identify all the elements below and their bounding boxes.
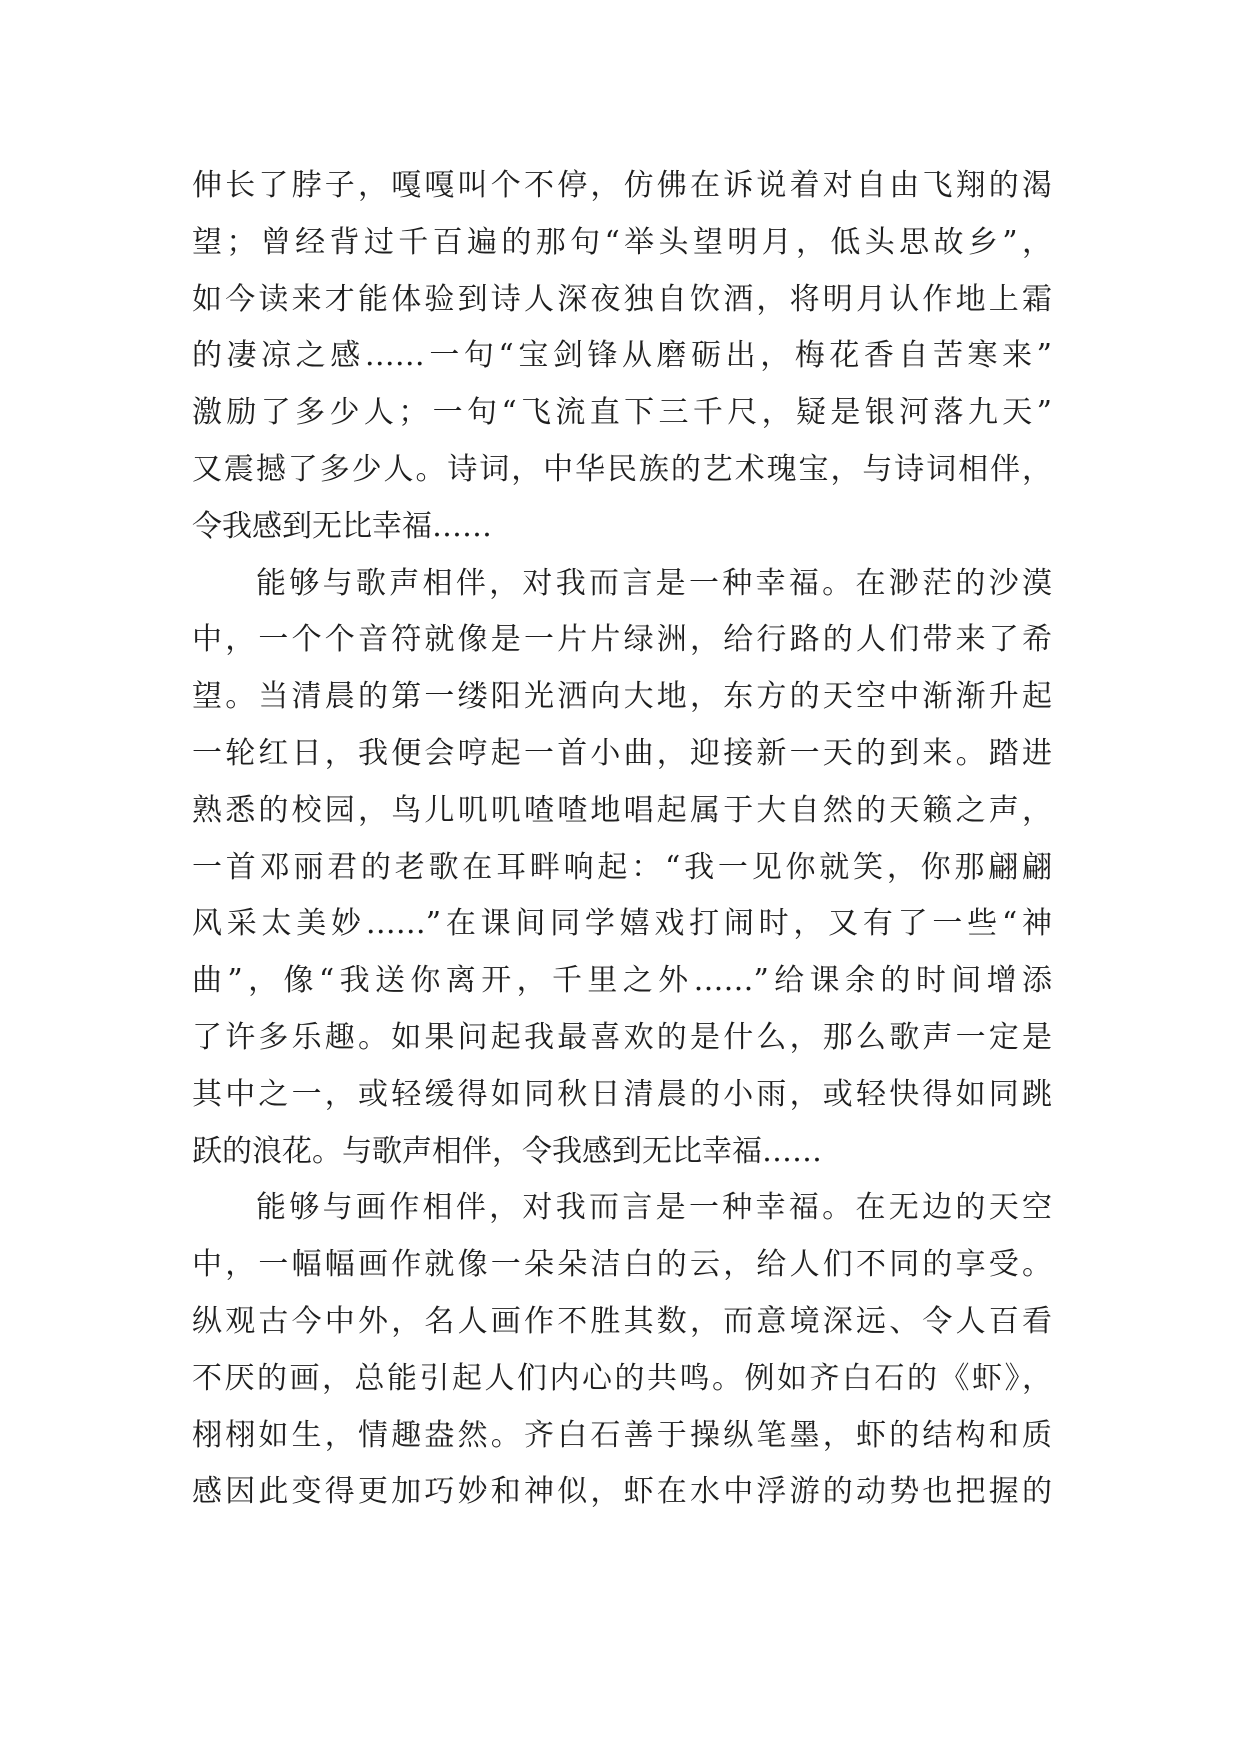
text-line: 如今读来才能体验到诗人深夜独自饮酒，将明月认作地上霜 — [192, 281, 1052, 317]
text-line: 令我感到无比幸福…… — [192, 508, 492, 544]
text-line: 望；曾经背过千百遍的那句“举头望明月，低头思故乡”， — [192, 224, 1052, 260]
text-line: 栩栩如生，情趣盎然。齐白石善于操纵笔墨，虾的结构和质 — [192, 1417, 1052, 1453]
text-line: 一首邓丽君的老歌在耳畔响起：“我一见你就笑，你那翩翩 — [192, 849, 1052, 885]
text-line: 感因此变得更加巧妙和神似，虾在水中浮游的动势也把握的 — [192, 1474, 1052, 1510]
text-line: 不厌的画，总能引起人们内心的共鸣。例如齐白石的《虾》， — [192, 1360, 1052, 1396]
text-line: 风采太美妙……”在课间同学嬉戏打闹时，又有了一些“神 — [192, 906, 1052, 942]
text-line: 一轮红日，我便会哼起一首小曲，迎接新一天的到来。踏进 — [192, 735, 1052, 771]
text-line: 熟悉的校园，鸟儿叽叽喳喳地唱起属于大自然的天籁之声， — [192, 792, 1052, 828]
text-line: 曲”，像“我送你离开，千里之外……”给课余的时间增添 — [192, 963, 1052, 999]
text-line: 望。当清晨的第一缕阳光洒向大地，东方的天空中渐渐升起 — [192, 679, 1052, 715]
text-line: 伸长了脖子，嘎嘎叫个不停，仿佛在诉说着对自由飞翔的渴 — [192, 168, 1052, 203]
text-line: 中，一幅幅画作就像一朵朵洁白的云，给人们不同的享受。 — [192, 1247, 1052, 1283]
body-text — [192, 158, 1052, 1521]
text-line: 中，一个个音符就像是一片片绿洲，给行路的人们带来了希 — [192, 622, 1052, 658]
text-line: 能够与歌声相伴，对我而言是一种幸福。在渺茫的沙漠 — [256, 565, 1052, 601]
text-line: 其中之一，或轻缓得如同秋日清晨的小雨，或轻快得如同跳 — [192, 1076, 1052, 1112]
text-line: 纵观古今中外，名人画作不胜其数，而意境深远、令人百看 — [192, 1303, 1052, 1339]
text-line: 的凄凉之感……一句“宝剑锋从磨砺出，梅花香自苦寒来” — [192, 338, 1052, 374]
paragraph-paintings — [192, 1180, 1052, 1521]
paragraph-songs — [192, 556, 1052, 1181]
text-line: 激励了多少人；一句“飞流直下三千尺，疑是银河落九天” — [192, 395, 1052, 431]
paragraph-poetry — [192, 158, 1052, 556]
text-line: 跃的浪花。与歌声相伴，令我感到无比幸福…… — [192, 1133, 822, 1169]
text-line: 了许多乐趣。如果问起我最喜欢的是什么，那么歌声一定是 — [192, 1019, 1052, 1055]
text-line: 能够与画作相伴，对我而言是一种幸福。在无边的天空 — [256, 1190, 1052, 1226]
text-line: 又震撼了多少人。诗词，中华民族的艺术瑰宝，与诗词相伴， — [192, 451, 1052, 487]
